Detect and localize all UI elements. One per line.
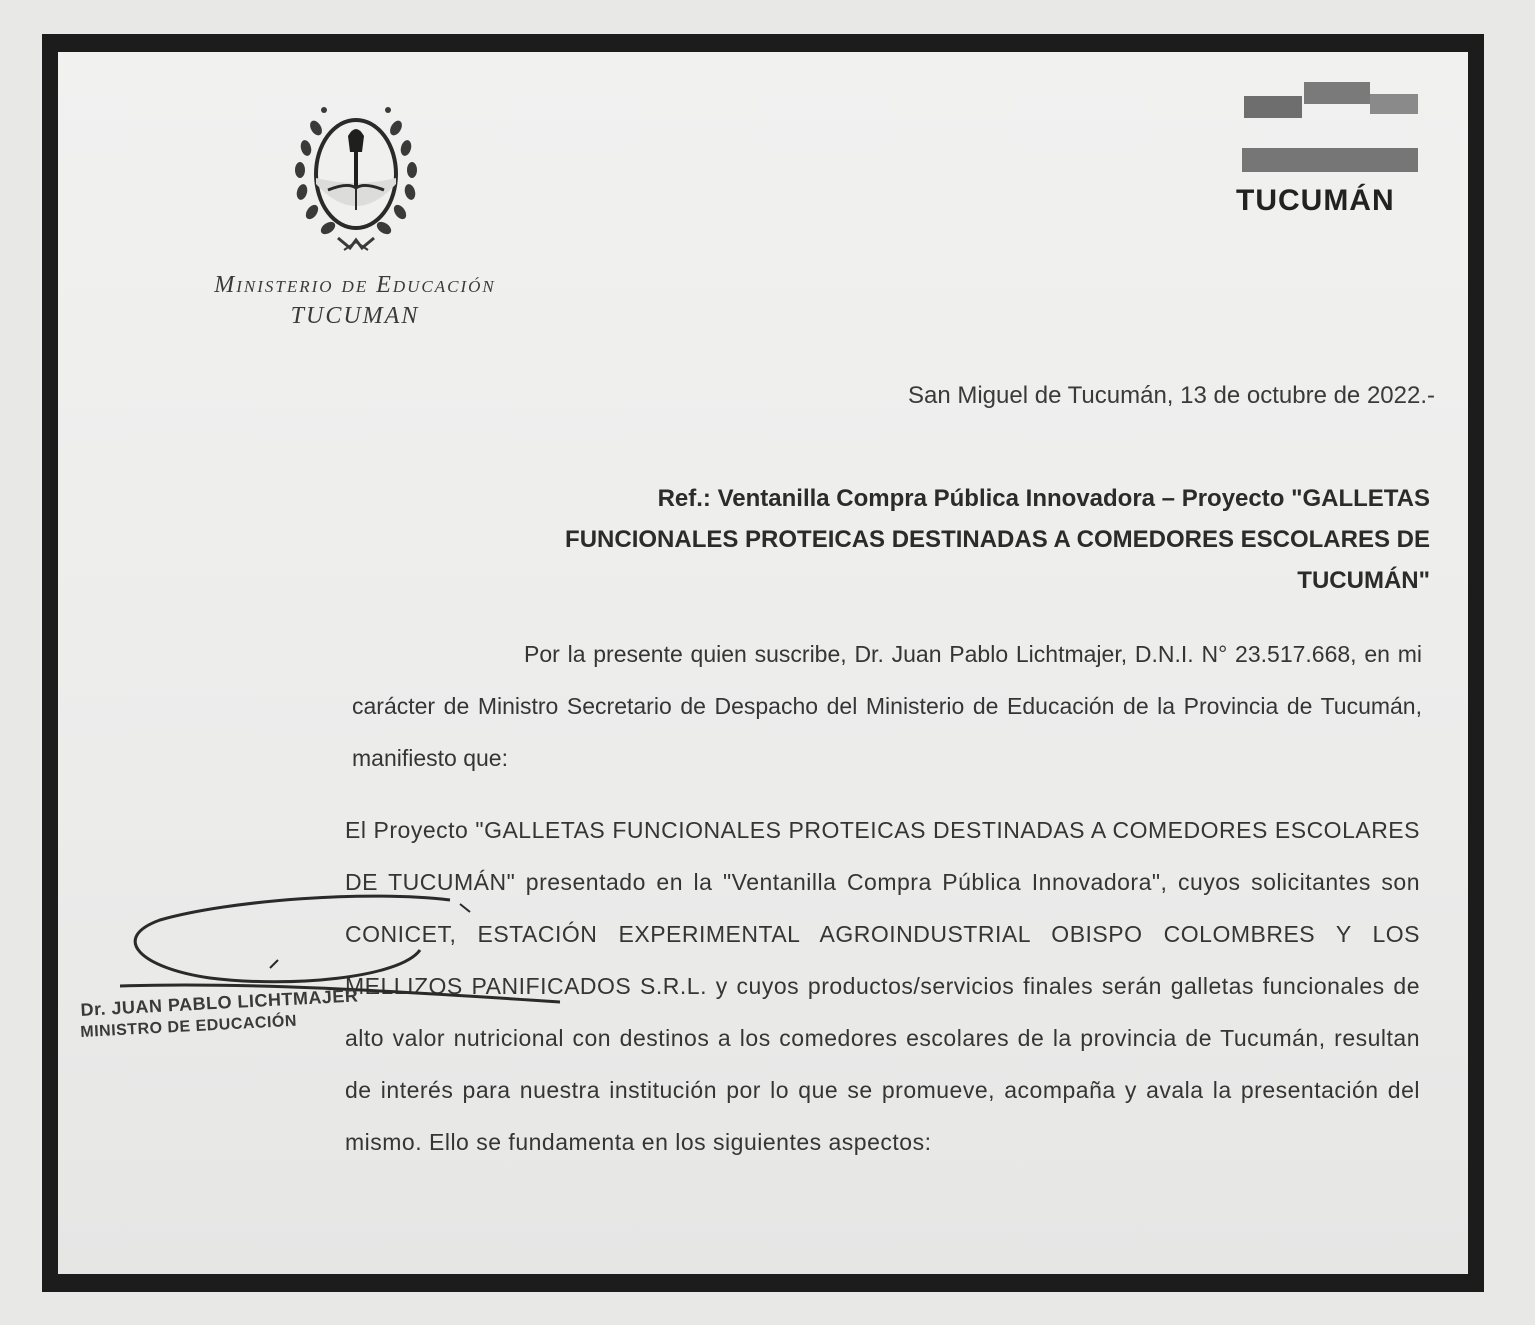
letter-paragraph-1: Por la presente quien suscribe, Dr. Juan Pablo Lichtmajer, D.N.I. N° 23.517.668, en mi carácter de Ministro Secretario de Despacho del Ministerio de Educación de la Provincia de Tucumán, manifiesto que: [352,641,1422,771]
logo-wordmark: TUCUMÁN [1236,184,1395,217]
letter-paragraph-2: El Proyecto "GALLETAS FUNCIONALES PROTEICAS DESTINADAS A COMEDORES ESCOLARES DE TUCUMÁN" presentado en la "Ventanilla Compra Pública Innovadora", cuyos solicitantes son CONICET, ESTACIÓN EXPERIMENTAL AGROINDUSTRIAL OBISPO COLOMBRES Y LOS MELLIZOS PANIFICADOS S.R.L. y cuyos productos/servicios finales serán galletas funcionales de alto valor nutricional con destinos a los comedores escolares de la provincia de Tucumán, resultan de interés para nuestra institución por lo que se promueve, acompaña y avala la presentación del mismo. Ello se fundamenta en los siguientes aspectos: [345,817,1420,1155]
signature-stamp-name: Dr. JUAN PABLO LICHTMAJER [80,985,359,1020]
signature-stamp-title: MINISTRO DE EDUCACIÓN [80,1012,298,1041]
ministry-line1: Ministerio de Educación [214,272,496,298]
logo-bar-top-right [1370,94,1418,114]
tucuman-logo [1228,78,1428,228]
ministry-line2: TUCUMAN [290,303,420,329]
logo-bar-top-mid [1304,82,1370,104]
letter-date: San Miguel de Tucumán, 13 de octubre de 2022.- [907,382,1435,409]
logo-bar-bottom [1242,148,1418,172]
coat-of-arms-icon [288,98,424,260]
logo-bar-top-left [1244,96,1302,118]
letter-reference: Ref.: Ventanilla Compra Pública Innovadora – Proyecto "GALLETAS FUNCIONALES PROTEICAS DESTINADAS A COMEDORES ESCOLARES DE TUCUMÁN" [565,485,1430,594]
ministry-name [150,272,560,330]
